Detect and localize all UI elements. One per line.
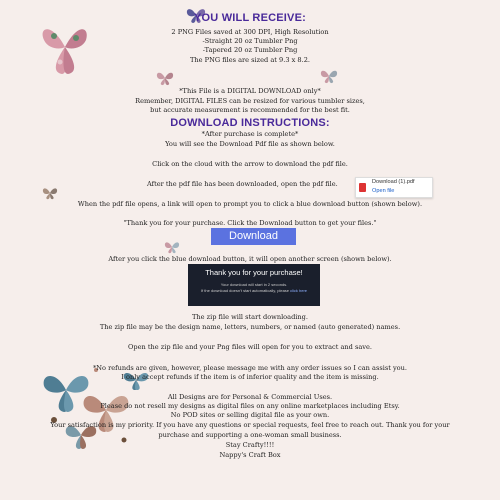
thank-you-subtext: If the download doesn't start automatically, please click here: [200, 288, 308, 293]
pdf-file-icon: [359, 183, 366, 192]
instructions-line: Click on the cloud with the arrow to download the pdf file.: [152, 160, 348, 168]
terms-line: purchase and supporting a one-woman small business.: [158, 431, 342, 439]
receive-line: 2 PNG Files saved at 300 DPI, High Resolution: [171, 28, 329, 36]
thank-you-title: Thank you for your purchase!: [205, 268, 303, 277]
receive-line: -Tapered 20 oz Tumbler Png: [202, 46, 298, 54]
zip-line: The zip file will start downloading.: [192, 313, 308, 321]
open-file-link[interactable]: Open file: [372, 188, 395, 194]
terms-line: Please do not resell my designs as digital files on any online marketplaces including Etsy.: [100, 402, 400, 410]
refund-line: I only accept refunds if the item is of inferior quality and the item is missing.: [121, 373, 379, 381]
click-here-link[interactable]: click here: [290, 288, 308, 293]
zip-line: The zip file may be the design name, letters, numbers, or named (auto generated) names.: [99, 323, 401, 331]
instructions-line: When the pdf file opens, a link will open to prompt you to click a blue download button (shown below).: [77, 200, 423, 208]
thank-you-subtext: Your download will start in 2 seconds.: [220, 282, 288, 287]
terms-line: No POD sites or selling digital file as your own.: [170, 411, 330, 419]
receive-line: -Straight 20 oz Tumbler Png: [202, 37, 298, 45]
butterfly-icon: [164, 240, 180, 254]
digital-line: Remember, DIGITAL FILES can be resized for various tumbler sizes,: [135, 97, 365, 105]
digital-line: but accurate measurement is recommended for the best fit.: [150, 106, 350, 114]
signature: Nappy's Craft Box: [219, 451, 281, 459]
instructions-line: After you click the blue download button, it will open another screen (shown below).: [108, 255, 392, 263]
download-card: [355, 177, 433, 198]
terms-line: All Designs are for Personal & Commercial Uses.: [167, 393, 333, 401]
instructions-line: *After purchase is complete*: [201, 130, 299, 138]
butterfly-icon: [320, 68, 338, 84]
refund-line: *No refunds are given, however, please message me with any order issues so I can assist you.: [92, 364, 407, 372]
download-button[interactable]: Download: [211, 228, 296, 245]
zip-line: Open the zip file and your Png files will open for you to extract and save.: [128, 343, 372, 351]
receive-line: The PNG files are sized at 9.3 x 8.2.: [189, 56, 311, 64]
terms-line: Your satisfaction is my priority. If you have any questions or special requests, feel free to reach out. Thank you for your: [50, 421, 450, 429]
terms-line: Stay Crafty!!!!: [225, 441, 275, 449]
digital-line: *This File is a DIGITAL DOWNLOAD only*: [179, 87, 321, 95]
instructions-line: "Thank you for your purchase. Click the Download button to get your files.": [123, 219, 377, 227]
download-filename: Download (1).pdf: [372, 179, 415, 185]
instructions-line: After the pdf file has been downloaded, open the pdf file.: [147, 180, 338, 188]
instructions-line: You will see the Download Pdf file as shown below.: [165, 140, 335, 148]
receive-heading: YOU WILL RECEIVE:: [194, 12, 306, 24]
thank-you-screen: [188, 264, 320, 306]
instructions-heading: DOWNLOAD INSTRUCTIONS:: [170, 117, 330, 129]
butterfly-icon: [42, 186, 58, 200]
butterfly-icon: [156, 70, 174, 86]
